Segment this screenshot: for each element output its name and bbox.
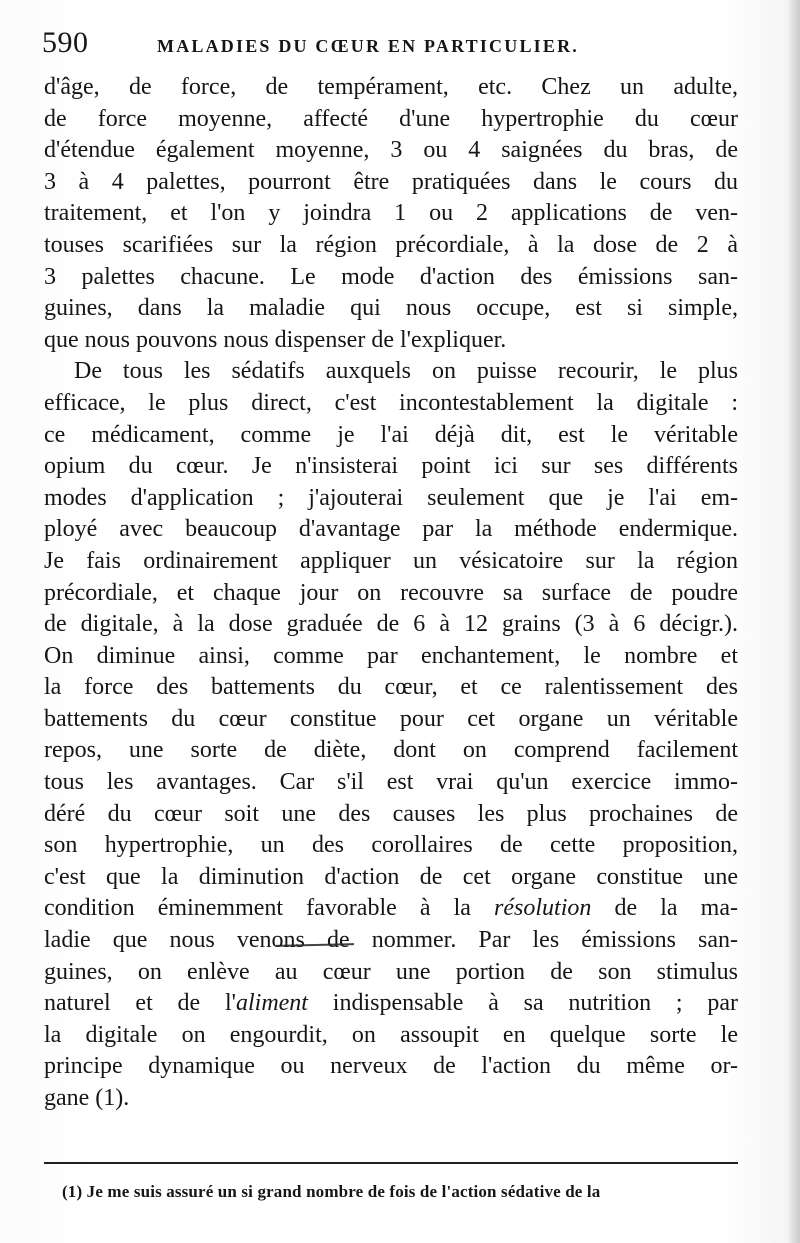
text-line: Je fais ordinairement appliquer un vésicatoire sur la région — [44, 547, 738, 574]
page-edge-shadow — [788, 0, 800, 1243]
line-part: condition éminemment favorable à la — [44, 895, 495, 922]
text-line: On diminue ainsi, comme par enchantement, le nombre et — [44, 642, 738, 669]
text-line: c'est que la diminution d'action de cet organe constitue une — [44, 863, 738, 890]
text-line: opium du cœur. Je n'insisterai point ici sur ses différents — [44, 453, 738, 480]
text-line: la force des battements du cœur, et ce ralentissement des — [44, 674, 738, 701]
text-line: tous les avantages. Car s'il est vrai qu'un exercice immo- — [44, 769, 738, 796]
text-line: guines, dans la maladie qui nous occupe, est si simple, — [44, 295, 738, 322]
text-line-with-italic — [44, 893, 738, 925]
text-line: de force moyenne, affecté d'une hypertrophie du cœur — [44, 105, 738, 132]
text-line: précordiale, et chaque jour on recouvre sa surface de poudre — [44, 579, 738, 606]
text-line: traitement, et l'on y joindra 1 ou 2 applications de ven- — [44, 200, 738, 227]
line-part: indispensable à sa nutrition ; par — [307, 990, 738, 1017]
text-line: gane (1). — [44, 1085, 130, 1111]
text-line: ladie que nous venons de nommer. Par les émissions san- — [44, 927, 738, 954]
line-part: naturel et de l' — [44, 990, 236, 1017]
italic-word-resolution: résolution — [494, 895, 592, 922]
footnote-separator — [44, 1162, 738, 1164]
text-line: 3 palettes chacune. Le mode d'action des émissions san- — [44, 263, 738, 290]
text-line: que nous pouvons nous dispenser de l'expliquer. — [44, 326, 507, 353]
text-line: d'étendue également moyenne, 3 ou 4 saignées du bras, de — [44, 137, 738, 164]
main-text-block — [44, 72, 738, 1115]
footnote: (1) Je me suis assuré un si grand nombre de fois de l'action sédative de la — [62, 1182, 601, 1201]
italic-word-aliment: aliment — [235, 990, 308, 1017]
text-line: principe dynamique ou nerveux de l'action du même or- — [44, 1053, 738, 1080]
running-title: MALADIES DU CŒUR EN PARTICULIER. — [157, 36, 579, 56]
text-line: d'âge, de force, de tempérament, etc. Chez un adulte, — [44, 74, 738, 100]
line-part: de la ma- — [591, 895, 738, 922]
text-line: la digitale on engourdit, on assoupit en quelque sorte le — [44, 1021, 738, 1048]
text-line: ce médicament, comme je l'ai déjà dit, est le véritable — [44, 421, 738, 448]
text-line: 3 à 4 palettes, pourront être pratiquées dans le cours du — [44, 168, 738, 195]
text-line: guines, on enlève au cœur une portion de son stimulus — [44, 958, 738, 985]
text-line-with-italic — [44, 988, 738, 1020]
page-number: 590 — [42, 26, 89, 59]
text-line: modes d'application ; j'ajouterai seulement que je l'ai em- — [44, 484, 738, 511]
text-line: déré du cœur soit une des causes les plus prochaines de — [44, 800, 738, 827]
text-line: de digitale, à la dose graduée de 6 à 12 grains (3 à 6 décigr.). — [44, 611, 738, 638]
paragraph-first-line: De tous les sédatifs auxquels on puisse recourir, le plus — [74, 358, 738, 385]
page-header — [42, 26, 742, 62]
text-line: repos, une sorte de diète, dont on comprend facilement — [44, 737, 738, 764]
text-line: son hypertrophie, un des corollaires de cette proposition, — [44, 832, 738, 859]
text-line: battements du cœur constitue pour cet organe un véritable — [44, 705, 738, 732]
text-line: touses scarifiées sur la région précordiale, à la dose de 2 à — [44, 231, 738, 258]
text-line: ployé avec beaucoup d'avantage par la méthode endermique. — [44, 516, 738, 543]
text-line: efficace, le plus direct, c'est incontestablement la digitale : — [44, 389, 738, 416]
